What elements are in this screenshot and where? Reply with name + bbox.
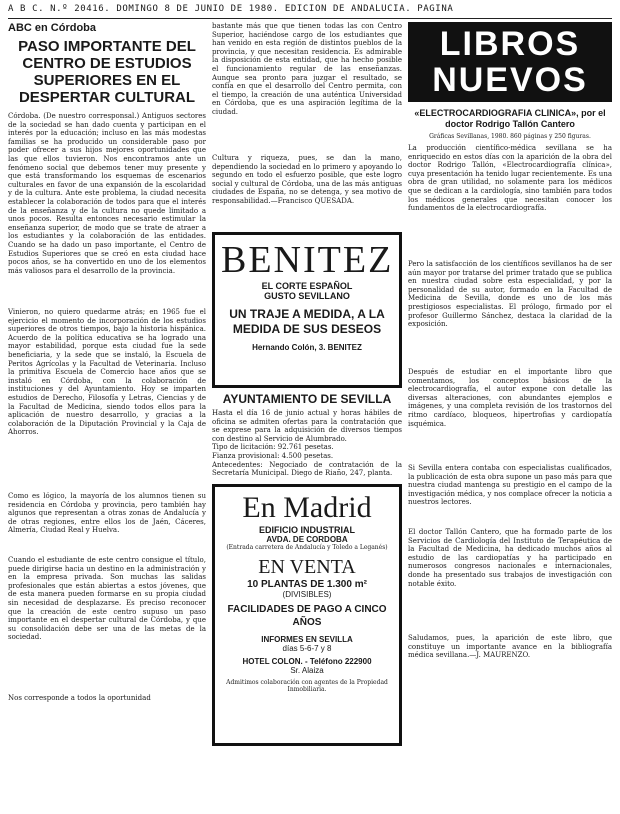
section-label [8,22,206,34]
left-column [8,22,206,806]
benitez-name: BENITEZ [221,239,394,281]
madrid-facilidades: FACILIDADES DE PAGO A CINCO AÑOS [227,603,387,628]
madrid-ad [212,484,402,746]
middle-text-2: Cultura y riqueza, pues, se dan la mano, dependiendo la sociedad en lo primero y apoyando lo segundo en todo el esfuerzo posible, que este logro social y cultural de Córdoba, una de las más antiguas ciudades de España, no se detenga, y sea motivo de responsabilidad.—Francisco QUESADA. [212,154,402,205]
middle-column [212,22,402,806]
review-body-5: El doctor Tallón Cantero, que ha formado parte de los Servicios de Cardiología del Instituto de Terapéutica de la Facultad de Medicina, ha dedicado muchos años al estudio de las cardiopatías y ha participado en numerosos congresos nacionales e internacionales, donde ha presentado sus trabajos de investigación con notable éxito. [408,528,612,588]
right-column [408,22,612,806]
section-text: ABC en Córdoba [8,22,96,34]
article-body-5: Nos corresponde a todos la oportunidad [8,694,151,702]
madrid-title: En Madrid [242,490,372,524]
madrid-line-2: AVDA. DE CORDOBA [266,534,348,544]
benitez-line-3: UN TRAJE A MEDIDA, A LA MEDIDA DE SUS DESEOS [229,307,385,336]
madrid-dias: días 5-6-7 y 8 [282,643,332,653]
article-body-2: Vinieron, no quiero quedarme atrás; en 1965 fue el ejercicio el momento de incorporación de los estudios superiores de otros tiempos, bajo la historia hispánica. Acuerdo de la política educativa se ha logrado una mayor estabilidad, porque esta ciudad fue la sede beneficiaria, y la sede que se instaló, la Escuela de Peritos Agrícolas y la Facultad de Veterinaria. Incluso la primitiva Escuela de Comercio hace años que se instaló en Córdoba, con la colaboración de instituciones y del Ayuntamiento. Hoy se imparten estudios de Derecho, Filosofía y Letras, Ciencias y de la Facultad de Medicina, siendo todos ellos para la aplicación de nuestro desarrollo, y gracias a la colaboración de la Diputación Provincial y la Caja de Ahorros. [8,308,206,437]
banner-word-2: NUEVOS [432,61,588,99]
madrid-plantas: 10 PLANTAS DE 1.300 m² [247,578,367,590]
ayuntamiento-notice [212,392,402,478]
book-meta: Gráficas Sevillanas, 1980. 860 páginas y 250 figuras. [429,133,591,140]
banner-word-1: LIBROS [439,25,581,63]
article-body-4: Cuando el estudiante de este centro consigue el título, puede dirigirse hacia un destino en la administración y en la empresa privada. Son muchas las salidas profesionales que están abiertas a estos jóvenes, que de esta manera pueden formarse en su propia ciudad sin necesidad de desplazarse. Es preciso reconocer que la creación de este centro supuso un paso importante en el despertar cultural de Córdoba, y que su consolidación debe ser una de las metas de la sociedad. [8,556,206,642]
benitez-line-1: EL CORTE ESPAÑOL [261,281,353,291]
benitez-address: Hernando Colón, 3. BENITEZ [252,343,362,352]
review-body-1: La producción científico-médica sevillana se ha enriquecido en estos días con la aparición de la obra del doctor Rodrigo Tallón, «Electrocardiografía clínica», cuya presentación ha tenido lugar recientemente. Es una obra de gran utilidad, no solamente para los médicos que se dedican a la cardiología, sino también para todos los médicos generales que necesitan conocer los fundamentos de la electrocardiografía. [408,144,612,213]
madrid-divisibles: (DIVISIBLES) [282,589,332,599]
ayuntamiento-body: Hasta el día 16 de junio actual y horas hábiles de oficina se admiten ofertas para la contratación que se exprese para la adquisición de diversos tiempos con destino al Servicio de Alumbrado. [212,409,402,443]
benitez-ad [212,232,402,388]
libros-nuevos-banner [408,22,612,102]
middle-text-1: bastante más que que tienen todas las con Centro Superior, haciéndose cargo de los estudiantes que han venido en esta región de distintos pueblos de la provincia, y que necesitan residencia. Es admirable la disposición de esta entidad, que ha hecho posible el funcionamiento regular de las enseñanzas. Aunque sea pronto para juzgar el resultado, se confía en que el desarrollo del Centro permita, con el tiempo, la creación de una auténtica Universidad en Córdoba, que es una aspiración legítima de la ciudad. [212,22,402,116]
benitez-line-2: GUSTO SEVILLANO [264,291,350,301]
ayuntamiento-title: AYUNTAMIENTO DE SEVILLA [222,392,392,406]
review-body-2: Pero la satisfacción de los científicos sevillanos ha de ser aún mayor por tratarse del primer tratado que se publica en nuestra ciudad sobre esta especialidad, y por la personalidad de su autor, formado en la Facultad de Medicina de Sevilla, donde es uno de los más prestigiosos especialistas. El prólogo, firmado por el profesor Guillermo Sánchez, destaca la claridad de la exposición. [408,260,612,329]
header-rule [8,18,612,19]
madrid-admitimos: Admitimos colaboración con agentes de la Propiedad Inmobiliaria. [226,678,388,693]
madrid-hotel: HOTEL COLON. - Teléfono 222900 [242,656,372,666]
review-body-4: Si Sevilla entera contaba con especialistas cualificados, la publicación de esta obra supone un paso más para que nuestra ciudad mantenga su prestigio en el campo de la investigación médica, y nos complace ofrecer la noticia a nuestros lectores. [408,464,612,507]
madrid-venta: EN VENTA [258,555,356,578]
madrid-line-3: (Entrada carretera de Andalucía y Toledo a Leganés) [226,543,388,551]
book-title: «ELECTROCARDIOGRAFIA CLINICA», por el doctor Rodrigo Tallón Cantero [414,108,606,129]
ayuntamiento-antecedentes: Antecedentes: Negociado de contratación de la Secretaría Municipal. Diego de Riaño, 247, planta. [212,460,402,478]
article-body-1: Córdoba. (De nuestro corresponsal.) Antiguos sectores de la sociedad se han dado cuenta y participan en el interés por la educación; incluso en las más modestas familias se ha producido un considerable paso por poder ofrecer a sus hijos mejores oportunidades que las que ellos tuvieron. Nos encontramos ante un fenómeno social que debemos tener muy presente y que está transformando los esquemas de escenarios culturales en favor de una expansión de la escolaridad y de la cultura. Ante este problema, la ciudad necesita establecer la colaboración de todos para que el interés de la enseñanza y de la cultura no quede limitado a unos pocos. Resulta entonces necesario estimular la enseñanza superior, de modo que se trate de atraer a los estudiantes y la colaboración de las entidades. Cuando se ha dado un paso importante, el Centro de Estudios Superiores que se creó en esta ciudad hace pocos años, se ha convertido en uno de los elementos más valiosos para el desarrollo de la provincia. [8,112,206,275]
madrid-line-1: EDIFICIO INDUSTRIAL [259,524,355,535]
article-body-3: Como es lógico, la mayoría de los alumnos tienen su residencia en Córdoba y provincia, pero también hay algunos que representan a otras zonas de Andalucía y de otras regiones, entre ellos los de Jaén, Cáceres, Almería, Ciudad Real y Huelva. [8,492,206,535]
review-body-3: Después de estudiar en el importante libro que comentamos, los conceptos básicos de la electrocardiografía, el autor expone con detalle las diversas alteraciones, con abundantes ejemplos e imágenes, y una completa revisión de los trastornos del ritmo cardíaco, bloqueos, hipertrofias y cardiopatía isquémica. [408,368,612,428]
page-header: A B C. N.º 20416. DOMINGO 8 DE JUNIO DE 1980. EDICION DE ANDALUCIA. PAGINA [8,4,454,14]
article-headline: PASO IMPORTANTE DEL CENTRO DE ESTUDIOS SUPERIORES EN EL DESPERTAR CULTURAL [18,38,196,106]
review-body-6: Saludamos, pues, la aparición de este libro, que constituye un importante avance en la bibliografía médica sevillana.—J. MAURENZO. [408,634,612,660]
madrid-contact: Sr. Alaiza [290,665,324,675]
madrid-informes: INFORMES EN SEVILLA [261,634,353,644]
ayuntamiento-tipo: Tipo de licitación: 92.761 pesetas. [212,443,334,452]
ayuntamiento-fianza: Fianza provisional: 4.500 pesetas. [212,451,334,460]
